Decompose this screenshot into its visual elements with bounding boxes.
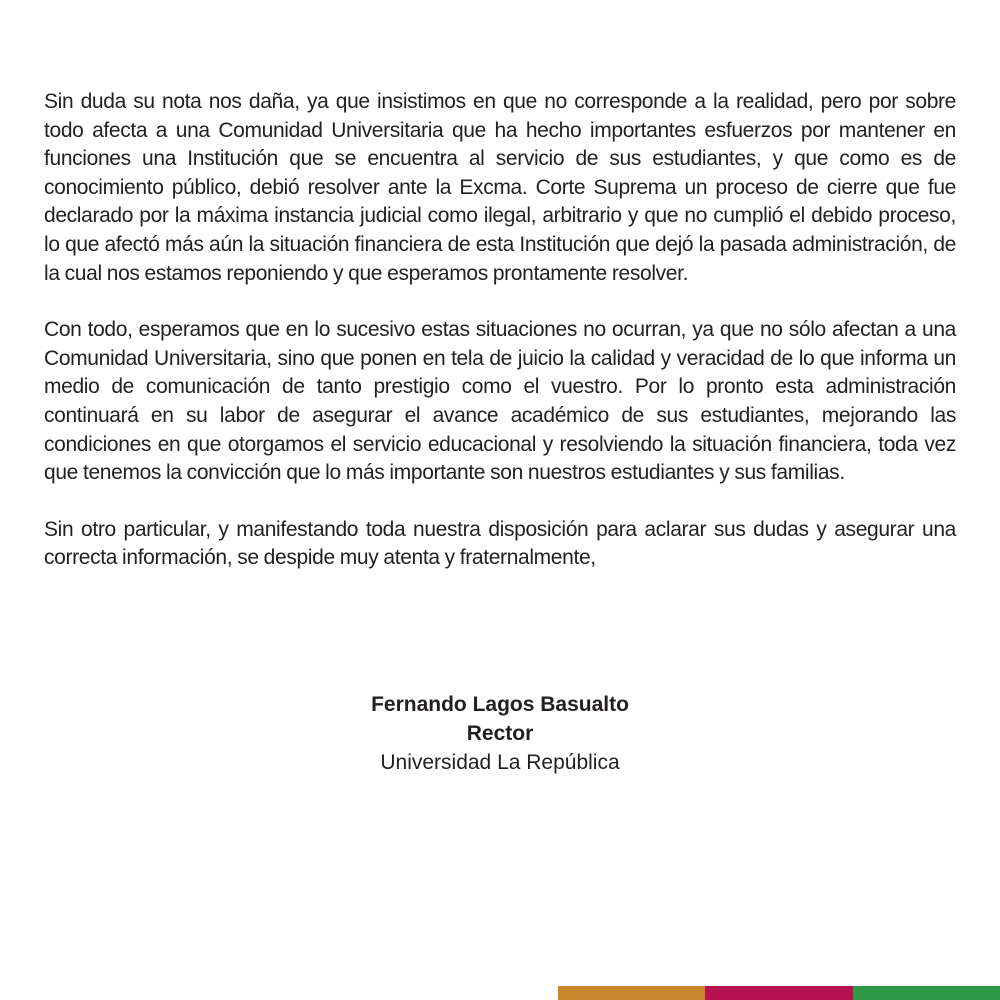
brand-bar-magenta — [705, 986, 852, 1000]
paragraph-1: Sin duda su nota nos daña, ya que insistimos en que no corresponde a la realidad, pero por sobre todo afecta a una Comunidad Universitaria que ha hecho importantes esfuerzos por mantener en funciones una Institución que se encuentra al servicio de sus estudiantes, y que como es de conocimiento público, debió resolver ante la Excma. Corte Suprema un proceso de cierre que fue declarado por la máxima instancia judicial como ilegal, arbitrario y que no cumplió el debido proceso, lo que afectó más aún la situación financiera de esta Institución que dejó la pasada administración, de la cual nos estamos reponiendo y que esperamos prontamente resolver. — [44, 90, 956, 285]
signature-block — [0, 690, 1000, 777]
paragraph-3: Sin otro particular, y manifestando toda nuestra disposición para aclarar sus dudas y asegurar una correcta información, se despide muy atenta y fraternalmente, — [44, 517, 956, 570]
signatory-name: Fernando Lagos Basualto — [371, 693, 629, 716]
brand-bar-green — [853, 986, 1000, 1000]
brand-bar-orange — [558, 986, 705, 1000]
letter-body — [44, 88, 956, 573]
brand-color-bar — [558, 986, 1000, 1000]
paragraph-2: Con todo, esperamos que en lo sucesivo estas situaciones no ocurran, ya que no sólo afectan a una Comunidad Universitaria, sino que ponen en tela de juicio la calidad y veracidad de lo que informa un medio de comunicación de tanto prestigio como el vuestro. Por lo pronto esta administración continuará en su labor de asegurar el avance académico de sus estudiantes, mejorando las condiciones en que otorgamos el servicio educacional y resolviendo la situación financiera, toda vez que tenemos la convicción que lo más importante son nuestros estudiantes y sus familias. — [44, 318, 956, 485]
signatory-institution: Universidad La República — [380, 751, 620, 774]
signatory-title: Rector — [466, 722, 534, 745]
